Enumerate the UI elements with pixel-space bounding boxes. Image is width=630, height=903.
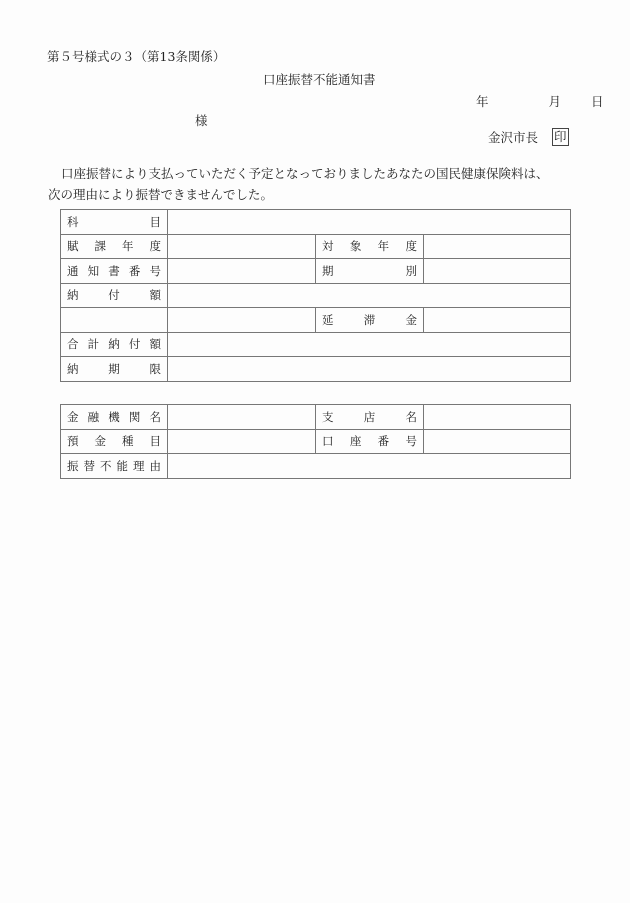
table-row	[61, 234, 571, 259]
assessment-year-value	[168, 234, 316, 259]
branch-name-value	[424, 405, 571, 430]
assessment-year-label: 賦課年度	[61, 234, 168, 259]
table-row	[61, 429, 571, 454]
account-number-label: 口座番号	[316, 429, 424, 454]
payment-amount-label: 納付額	[61, 283, 168, 308]
payment-amount-value	[168, 283, 571, 308]
period-value	[424, 259, 571, 284]
period-label: 期 別	[316, 259, 424, 284]
total-payment-label: 合計納付額	[61, 332, 168, 357]
bank-name-value	[168, 405, 316, 430]
bank-info-table	[60, 404, 571, 479]
branch-name-label: 支店名	[316, 405, 424, 430]
day-label: 日	[591, 94, 604, 109]
failure-reason-value	[168, 454, 571, 479]
failure-reason-label: 振替不能理由	[61, 454, 168, 479]
account-number-value	[424, 429, 571, 454]
due-date-label: 納期限	[61, 357, 168, 382]
body-line-2: 次の理由により振替できませんでした。	[48, 187, 274, 202]
table-row	[61, 405, 571, 430]
notice-number-value	[168, 259, 316, 284]
subject-value	[168, 210, 571, 235]
form-number: 第５号様式の３（第13条関係）	[47, 49, 226, 64]
blank-label-cell	[61, 308, 168, 333]
issuer	[488, 128, 569, 146]
issuer-name: 金沢市長	[488, 130, 539, 145]
addressee-suffix: 様	[195, 113, 208, 128]
document-title: 口座振替不能通知書	[263, 72, 376, 87]
seal-mark: 印	[554, 129, 567, 144]
deposit-type-value	[168, 429, 316, 454]
target-year-value	[424, 234, 571, 259]
deposit-type-label: 預金種目	[61, 429, 168, 454]
month-label: 月	[548, 94, 561, 109]
total-payment-value	[168, 332, 571, 357]
due-date-value	[168, 357, 571, 382]
table-row	[61, 454, 571, 479]
late-fee-label: 延滞金	[316, 308, 424, 333]
target-year-label: 対象年度	[316, 234, 424, 259]
table-row	[61, 332, 571, 357]
table-row	[61, 210, 571, 235]
table-row	[61, 357, 571, 382]
date-line	[476, 92, 604, 110]
bank-name-label: 金融機関名	[61, 405, 168, 430]
table-row	[61, 283, 571, 308]
blank-value-cell	[168, 308, 316, 333]
notice-number-label: 通知書番号	[61, 259, 168, 284]
table-row	[61, 308, 571, 333]
subject-label: 科 目	[61, 210, 168, 235]
late-fee-value	[424, 308, 571, 333]
year-label: 年	[476, 94, 489, 109]
table-row	[61, 259, 571, 284]
notice-body	[48, 163, 593, 205]
payment-info-table	[60, 209, 571, 382]
body-line-1: 口座振替により支払っていただく予定となっておりましたあなたの国民健康保険料は、	[61, 166, 549, 181]
